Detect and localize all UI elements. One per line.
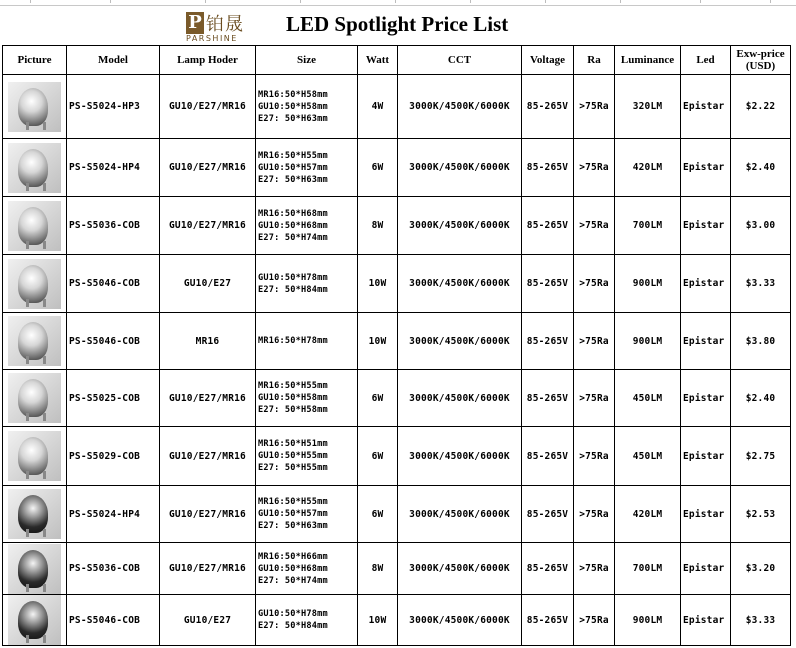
table-row [3, 370, 791, 427]
product-picture-cell [3, 543, 67, 595]
voltage-cell: 85-265V [522, 486, 574, 543]
size-line: E27: 50*H63mm [258, 521, 328, 531]
price-cell: $2.75 [731, 427, 791, 486]
luminance-cell: 900LM [615, 595, 681, 646]
table-row [3, 75, 791, 139]
price-cell: $3.80 [731, 313, 791, 370]
ra-cell: >75Ra [574, 595, 615, 646]
size-cell [256, 486, 358, 543]
col-header-price: Exw-price (USD) [731, 46, 791, 75]
luminance-cell: 320LM [615, 75, 681, 139]
lamp-holder-cell: GU10/E27/MR16 [160, 370, 256, 427]
price-cell: $2.22 [731, 75, 791, 139]
model-cell: PS-S5025-COB [67, 370, 160, 427]
table-row [3, 197, 791, 255]
size-line: MR16:50*H51mm [258, 439, 328, 449]
led-cell: Epistar [681, 427, 731, 486]
product-picture-cell [3, 75, 67, 139]
size-line: GU10:50*H57mm [258, 509, 328, 519]
watt-cell: 10W [358, 313, 398, 370]
logo-english-text: PARSHINE [186, 34, 238, 43]
size-line: MR16:50*H78mm [258, 336, 328, 346]
col-header-watt: Watt [358, 46, 398, 75]
led-cell: Epistar [681, 139, 731, 197]
luminance-cell: 450LM [615, 427, 681, 486]
spotlight-photo [8, 489, 61, 539]
ra-cell: >75Ra [574, 75, 615, 139]
led-cell: Epistar [681, 486, 731, 543]
col-header-voltage: Voltage [522, 46, 574, 75]
cct-cell: 3000K/4500K/6000K [398, 427, 522, 486]
watt-cell: 6W [358, 486, 398, 543]
watt-cell: 4W [358, 75, 398, 139]
col-header-lamp-holder: Lamp Hoder [160, 46, 256, 75]
lamp-holder-cell: GU10/E27/MR16 [160, 75, 256, 139]
product-picture-cell [3, 370, 67, 427]
table-row [3, 427, 791, 486]
lamp-holder-cell: GU10/E27/MR16 [160, 486, 256, 543]
spotlight-photo [8, 431, 61, 481]
watt-cell: 6W [358, 427, 398, 486]
luminance-cell: 900LM [615, 255, 681, 313]
model-cell: PS-S5046-COB [67, 595, 160, 646]
table-row [3, 543, 791, 595]
spotlight-photo [8, 595, 61, 645]
size-line: E27: 50*H63mm [258, 113, 328, 124]
size-cell [256, 543, 358, 595]
size-line: GU10:50*H55mm [258, 451, 328, 461]
watt-cell: 8W [358, 543, 398, 595]
lamp-holder-cell: GU10/E27/MR16 [160, 427, 256, 486]
spotlight-photo [8, 143, 61, 193]
table-row [3, 313, 791, 370]
size-line: E27: 50*H55mm [258, 463, 328, 473]
col-header-ra: Ra [574, 46, 615, 75]
luminance-cell: 420LM [615, 486, 681, 543]
luminance-cell: 420LM [615, 139, 681, 197]
product-picture-cell [3, 486, 67, 543]
watt-cell: 6W [358, 370, 398, 427]
col-header-luminance: Luminance [615, 46, 681, 75]
col-header-size: Size [256, 46, 358, 75]
price-table [2, 45, 791, 646]
price-cell: $2.40 [731, 139, 791, 197]
model-cell: PS-S5029-COB [67, 427, 160, 486]
size-line: E27: 50*H63mm [258, 174, 328, 185]
ra-cell: >75Ra [574, 255, 615, 313]
table-row [3, 255, 791, 313]
cct-cell: 3000K/4500K/6000K [398, 486, 522, 543]
cct-cell: 3000K/4500K/6000K [398, 595, 522, 646]
cct-cell: 3000K/4500K/6000K [398, 139, 522, 197]
product-picture-cell [3, 595, 67, 646]
product-picture-cell [3, 197, 67, 255]
lamp-holder-cell: GU10/E27 [160, 595, 256, 646]
spotlight-photo [8, 259, 61, 309]
size-line: MR16:50*H68mm [258, 208, 328, 219]
size-line: GU10:50*H78mm [258, 272, 328, 283]
size-line: E27: 50*H58mm [258, 405, 328, 415]
model-cell: PS-S5036-COB [67, 543, 160, 595]
ra-cell: >75Ra [574, 139, 615, 197]
size-cell [256, 255, 358, 313]
size-line: GU10:50*H68mm [258, 563, 328, 574]
ra-cell: >75Ra [574, 197, 615, 255]
voltage-cell: 85-265V [522, 427, 574, 486]
voltage-cell: 85-265V [522, 370, 574, 427]
led-cell: Epistar [681, 197, 731, 255]
model-cell: PS-S5024-HP3 [67, 75, 160, 139]
size-line: E27: 50*H84mm [258, 284, 328, 295]
table-row [3, 595, 791, 646]
col-header-led: Led [681, 46, 731, 75]
led-cell: Epistar [681, 370, 731, 427]
led-cell: Epistar [681, 255, 731, 313]
led-cell: Epistar [681, 595, 731, 646]
price-cell: $3.00 [731, 197, 791, 255]
price-cell: $3.20 [731, 543, 791, 595]
luminance-cell: 900LM [615, 313, 681, 370]
document-header [0, 5, 796, 45]
lamp-holder-cell: GU10/E27/MR16 [160, 543, 256, 595]
voltage-cell: 85-265V [522, 543, 574, 595]
cct-cell: 3000K/4500K/6000K [398, 543, 522, 595]
size-cell [256, 197, 358, 255]
led-cell: Epistar [681, 543, 731, 595]
lamp-holder-cell: GU10/E27 [160, 255, 256, 313]
model-cell: PS-S5024-HP4 [67, 139, 160, 197]
ra-cell: >75Ra [574, 486, 615, 543]
luminance-cell: 450LM [615, 370, 681, 427]
luminance-cell: 700LM [615, 543, 681, 595]
led-cell: Epistar [681, 313, 731, 370]
size-cell [256, 313, 358, 370]
logo-chinese-text: 铂晟 [206, 14, 244, 35]
voltage-cell: 85-265V [522, 313, 574, 370]
table-header-row [3, 46, 791, 75]
size-line: E27: 50*H84mm [258, 621, 328, 631]
spotlight-photo [8, 201, 61, 251]
voltage-cell: 85-265V [522, 75, 574, 139]
size-line: GU10:50*H78mm [258, 609, 328, 619]
cct-cell: 3000K/4500K/6000K [398, 370, 522, 427]
size-cell [256, 427, 358, 486]
logo-mark-icon: P [186, 12, 204, 34]
size-line: GU10:50*H58mm [258, 101, 328, 112]
size-line: MR16:50*H55mm [258, 150, 328, 161]
product-picture-cell [3, 139, 67, 197]
cct-cell: 3000K/4500K/6000K [398, 75, 522, 139]
watt-cell: 10W [358, 255, 398, 313]
lamp-holder-cell: GU10/E27/MR16 [160, 139, 256, 197]
page-title: LED Spotlight Price List [286, 12, 509, 36]
model-cell: PS-S5046-COB [67, 255, 160, 313]
lamp-holder-cell: MR16 [160, 313, 256, 370]
size-cell [256, 595, 358, 646]
watt-cell: 8W [358, 197, 398, 255]
size-line: E27: 50*H74mm [258, 232, 328, 243]
size-cell [256, 75, 358, 139]
product-picture-cell [3, 313, 67, 370]
col-header-cct: CCT [398, 46, 522, 75]
size-line: MR16:50*H55mm [258, 381, 328, 391]
model-cell: PS-S5024-HP4 [67, 486, 160, 543]
size-line: MR16:50*H55mm [258, 497, 328, 507]
price-cell: $2.53 [731, 486, 791, 543]
model-cell: PS-S5046-COB [67, 313, 160, 370]
size-line: MR16:50*H58mm [258, 89, 328, 100]
ra-cell: >75Ra [574, 313, 615, 370]
watt-cell: 10W [358, 595, 398, 646]
voltage-cell: 85-265V [522, 595, 574, 646]
table-row [3, 486, 791, 543]
product-picture-cell [3, 255, 67, 313]
price-cell: $3.33 [731, 255, 791, 313]
col-header-model: Model [67, 46, 160, 75]
size-cell [256, 139, 358, 197]
parshine-logo [186, 10, 250, 42]
size-line: E27: 50*H74mm [258, 575, 328, 586]
cct-cell: 3000K/4500K/6000K [398, 313, 522, 370]
luminance-cell: 700LM [615, 197, 681, 255]
product-picture-cell [3, 427, 67, 486]
ra-cell: >75Ra [574, 370, 615, 427]
size-line: GU10:50*H57mm [258, 162, 328, 173]
watt-cell: 6W [358, 139, 398, 197]
size-cell [256, 370, 358, 427]
table-row [3, 139, 791, 197]
ra-cell: >75Ra [574, 427, 615, 486]
size-line: GU10:50*H58mm [258, 393, 328, 403]
col-header-picture: Picture [3, 46, 67, 75]
price-cell: $3.33 [731, 595, 791, 646]
voltage-cell: 85-265V [522, 197, 574, 255]
spotlight-photo [8, 316, 61, 366]
price-cell: $2.40 [731, 370, 791, 427]
cct-cell: 3000K/4500K/6000K [398, 255, 522, 313]
spotlight-photo [8, 373, 61, 423]
size-line: GU10:50*H68mm [258, 220, 328, 231]
voltage-cell: 85-265V [522, 139, 574, 197]
spotlight-photo [8, 544, 61, 594]
lamp-holder-cell: GU10/E27/MR16 [160, 197, 256, 255]
size-line: MR16:50*H66mm [258, 551, 328, 562]
cct-cell: 3000K/4500K/6000K [398, 197, 522, 255]
spotlight-photo [8, 82, 61, 132]
led-cell: Epistar [681, 75, 731, 139]
voltage-cell: 85-265V [522, 255, 574, 313]
model-cell: PS-S5036-COB [67, 197, 160, 255]
ra-cell: >75Ra [574, 543, 615, 595]
